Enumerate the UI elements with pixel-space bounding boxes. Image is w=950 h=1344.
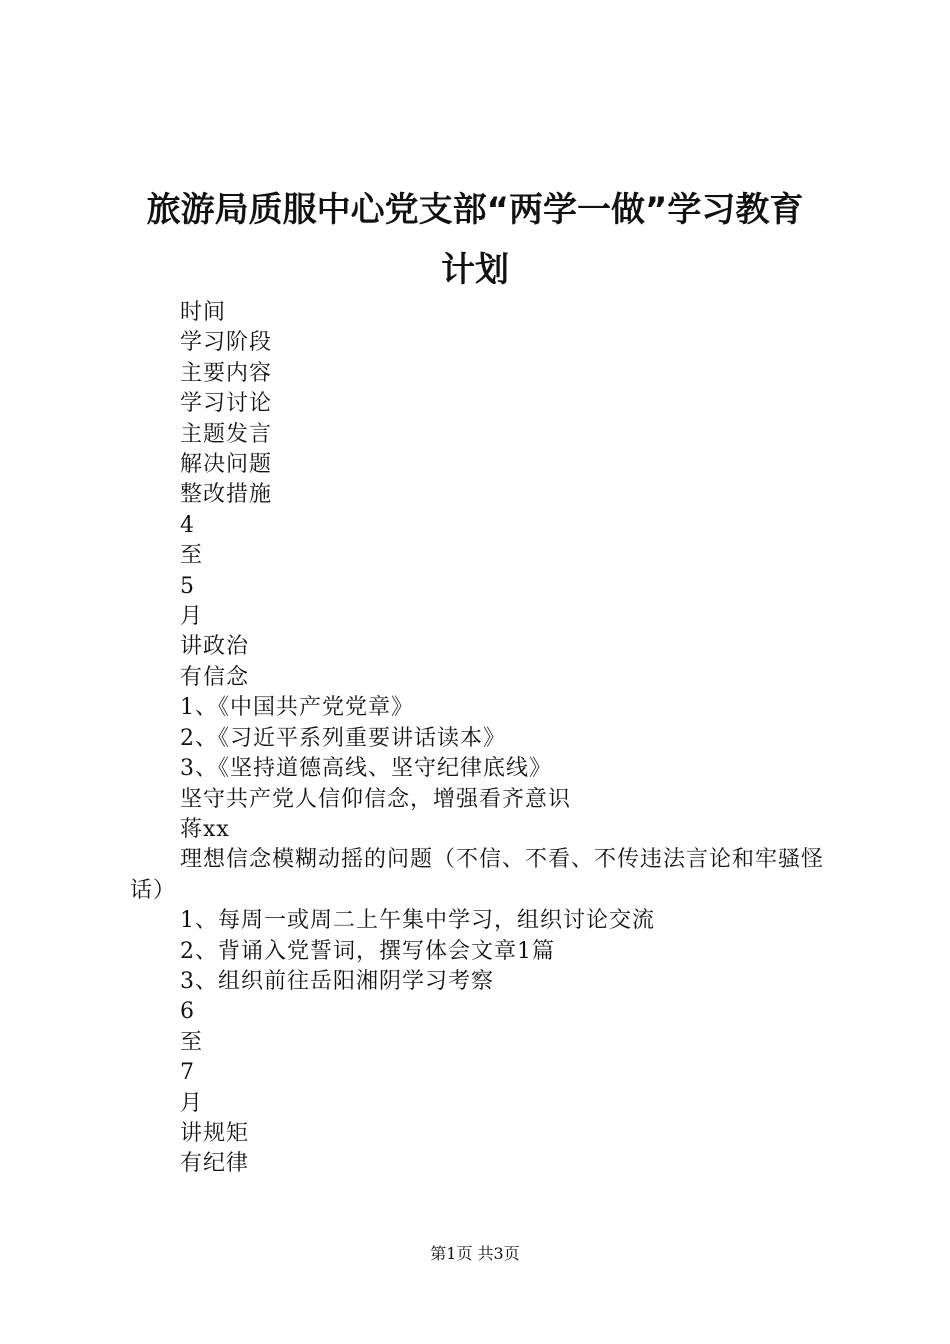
text-line: 整改措施 — [180, 482, 273, 508]
title-line-2: 计划 — [441, 250, 509, 290]
text-line: 6 — [180, 999, 195, 1025]
text-line: 有信念 — [180, 664, 250, 690]
text-line: 月 — [180, 604, 204, 630]
text-line: 主题发言 — [180, 421, 273, 447]
text-line: 讲规矩 — [180, 1120, 250, 1146]
text-line: 3、《坚持道德高线、坚守纪律底线》 — [180, 756, 552, 782]
text-line: 主要内容 — [180, 360, 273, 386]
text-line: 有纪律 — [180, 1151, 250, 1177]
text-line: 理想信念模糊动摇的问题（不信、不看、不传违法言论和牢骚怪话） — [130, 847, 825, 903]
text-line: 讲政治 — [180, 634, 250, 660]
text-line: 4 — [180, 512, 195, 538]
document-body — [130, 298, 835, 1180]
text-line: 2、《习近平系列重要讲话读本》 — [180, 725, 506, 751]
text-line: 月 — [180, 1090, 204, 1116]
text-line: 2、背诵入党誓词，撰写体会文章1篇 — [180, 938, 555, 964]
title-line-1: 旅游局质服中心党支部“两学一做”学习教育 — [146, 190, 804, 230]
text-line: 1、每周一或周二上午集中学习，组织讨论交流 — [180, 908, 655, 934]
text-line: 时间 — [180, 300, 227, 325]
text-line: 5 — [180, 573, 195, 599]
page-footer: 第1页 共3页 — [430, 1244, 520, 1263]
text-line: 解决问题 — [180, 452, 273, 478]
text-line: 学习讨论 — [180, 391, 273, 417]
text-line: 蒋xx — [180, 816, 230, 842]
text-line: 1、《中国共产党党章》 — [180, 695, 414, 721]
text-line: 7 — [180, 1060, 195, 1086]
page-title — [0, 180, 950, 300]
text-line: 学习阶段 — [180, 330, 273, 356]
text-line: 3、组织前往岳阳湘阴学习考察 — [180, 968, 494, 994]
text-line: 坚守共产党人信仰信念，增强看齐意识 — [180, 786, 572, 812]
text-line: 至 — [180, 543, 204, 569]
text-line: 至 — [180, 1029, 204, 1055]
